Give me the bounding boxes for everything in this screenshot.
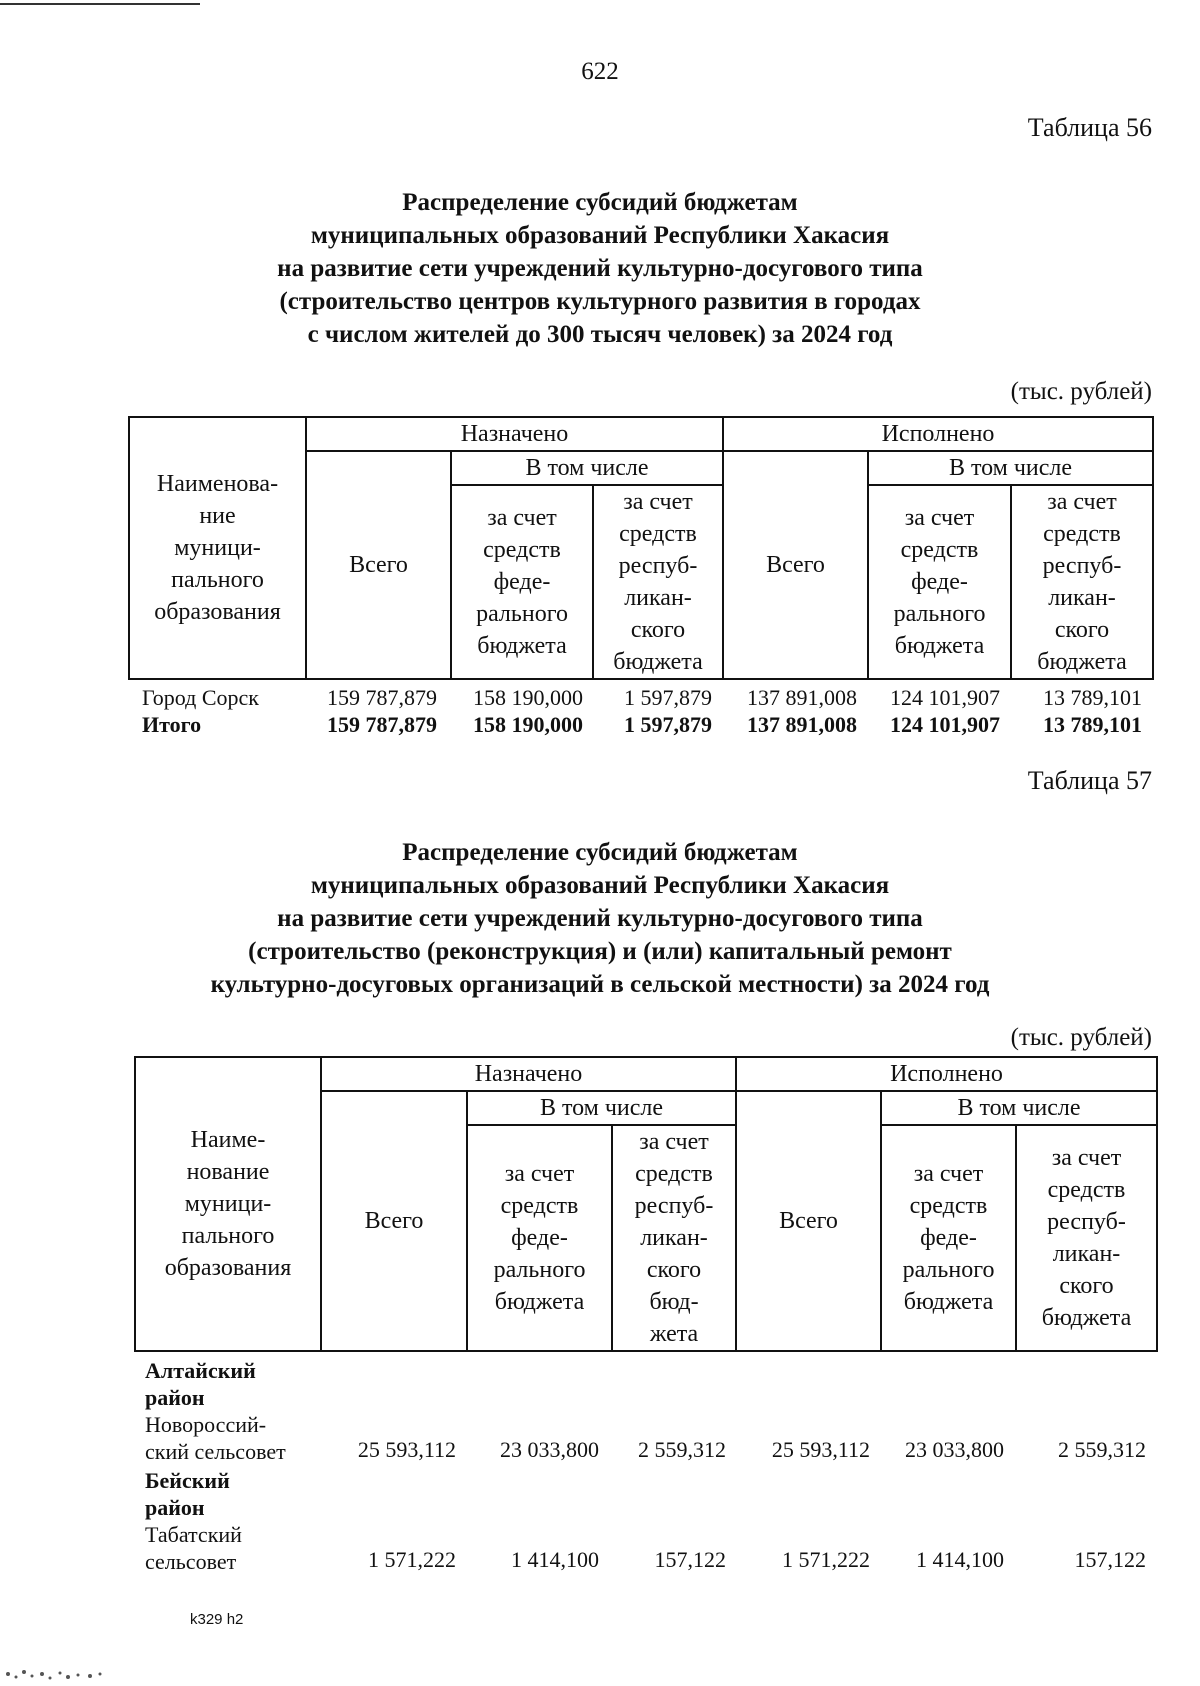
table57-row — [0, 1437, 1200, 1467]
table56-assigned-republic-header: за счет средств респуб- ликан- ского бюджета — [593, 485, 723, 679]
table56-executed-header: Исполнено — [723, 417, 1153, 451]
table56-executed-federal-header: за счет средств феде- рального бюджета — [868, 485, 1011, 679]
table56-executed-total-header: Всего — [723, 451, 868, 679]
table57-cell: 25 593,112 — [357, 1437, 456, 1462]
table57-cell: 2 559,312 — [1058, 1437, 1146, 1462]
table56-cell: 158 190,000 — [473, 712, 583, 737]
table56-cell: 1 597,879 — [624, 685, 712, 710]
table56-title-line: с числом жителей до 300 тысяч человек) за 2024 год — [307, 321, 893, 348]
table56-cell: 159 787,879 — [327, 712, 437, 737]
page-number: 622 — [581, 58, 619, 85]
table57-assigned-total-header: Всего — [321, 1091, 467, 1351]
table56-total-row — [0, 712, 1200, 742]
table57-cell: 1 414,100 — [916, 1547, 1004, 1572]
table57-executed-total-header: Всего — [736, 1091, 881, 1351]
table57-cell: 1 571,222 — [368, 1547, 456, 1572]
table57-name-header: Наиме- нование муници- пального образования — [135, 1057, 321, 1351]
table57-title — [0, 836, 1200, 1001]
table56-cell: 1 597,879 — [624, 712, 712, 737]
table57-executed-header: Исполнено — [736, 1057, 1157, 1091]
table57-cell: 1 414,100 — [511, 1547, 599, 1572]
table57-assigned-republic-header: за счет средств респуб- ликан- ского бюд- жета — [612, 1125, 736, 1351]
table57-executed-federal-header: за счет средств феде- рального бюджета — [881, 1125, 1016, 1351]
table57-label: Таблица 57 — [1027, 766, 1152, 795]
table57-settlement: Табатский сельсовет — [145, 1522, 242, 1574]
table56-cell: 124 101,907 — [890, 712, 1000, 737]
table57-district: Алтайский район — [145, 1358, 256, 1410]
table56-executed-including-header: В том числе — [868, 451, 1153, 485]
table56-cell: 137 891,008 — [747, 685, 857, 710]
footer-code: k329 h2 — [190, 1611, 244, 1628]
table57-title-line: (строительство (реконструкция) и (или) капитальный ремонт — [248, 938, 952, 965]
table57-title-line: на развитие сети учреждений культурно-досугового типа — [277, 905, 923, 932]
table56-assigned-total-header: Всего — [306, 451, 451, 679]
table56-title — [0, 186, 1200, 351]
table57-cell: 23 033,800 — [500, 1437, 599, 1462]
table57-executed-republic-header: за счет средств респуб- ликан- ского бюджета — [1016, 1125, 1157, 1351]
table57-title-line: культурно-досуговых организаций в сельской местности) за 2024 год — [210, 971, 990, 998]
table56-row-name: Итого — [142, 712, 202, 737]
table56-executed-republic-header: за счет средств респуб- ликан- ского бюджета — [1011, 485, 1153, 679]
scan-noise — [2, 1662, 112, 1682]
table56-units: (тыс. рублей) — [1010, 378, 1152, 405]
table56-cell: 13 789,101 — [1043, 685, 1142, 710]
table57-assigned-header: Назначено — [321, 1057, 736, 1091]
table56-cell: 159 787,879 — [327, 685, 437, 710]
table56-cell: 13 789,101 — [1043, 712, 1142, 737]
table56-cell: 124 101,907 — [890, 685, 1000, 710]
table56-title-line: (строительство центров культурного развития в городах — [279, 288, 921, 315]
table57-title-line: муниципальных образований Республики Хакасия — [310, 872, 890, 899]
table56-row-name: Город Сорск — [142, 685, 259, 710]
scan-corner-line — [0, 3, 200, 5]
table57-cell: 2 559,312 — [638, 1437, 726, 1462]
table56-title-line: муниципальных образований Республики Хакасия — [310, 222, 890, 249]
table57-title-line: Распределение субсидий бюджетам — [402, 839, 798, 866]
table57-cell: 157,122 — [654, 1547, 726, 1572]
table57-cell: 157,122 — [1074, 1547, 1146, 1572]
table57-units: (тыс. рублей) — [1010, 1024, 1152, 1051]
table57-settlement: Новороссий- ский сельсовет — [145, 1412, 286, 1464]
table56-cell: 158 190,000 — [473, 685, 583, 710]
table57-district: Бейский район — [145, 1468, 230, 1520]
table56-assigned-federal-header: за счет средств феде- рального бюджета — [451, 485, 593, 679]
table56-title-line: Распределение субсидий бюджетам — [402, 189, 798, 216]
table56-title-line: на развитие сети учреждений культурно-досугового типа — [277, 255, 923, 282]
table56-label: Таблица 56 — [1027, 113, 1152, 142]
table57-cell: 25 593,112 — [771, 1437, 870, 1462]
table57-cell: 1 571,222 — [782, 1547, 870, 1572]
table56-row — [0, 685, 1200, 715]
table56-assigned-including-header: В том числе — [451, 451, 723, 485]
table57-row — [0, 1547, 1200, 1577]
table57-executed-including-header: В том числе — [881, 1091, 1157, 1125]
table57-header — [134, 1056, 1158, 1352]
table57-assigned-including-header: В том числе — [467, 1091, 736, 1125]
table56-name-header: Наименова- ние муници- пального образования — [129, 417, 306, 679]
table56-cell: 137 891,008 — [747, 712, 857, 737]
table56-header — [128, 416, 1154, 680]
table56-assigned-header: Назначено — [306, 417, 723, 451]
table57-cell: 23 033,800 — [905, 1437, 1004, 1462]
table57-assigned-federal-header: за счет средств феде- рального бюджета — [467, 1125, 612, 1351]
